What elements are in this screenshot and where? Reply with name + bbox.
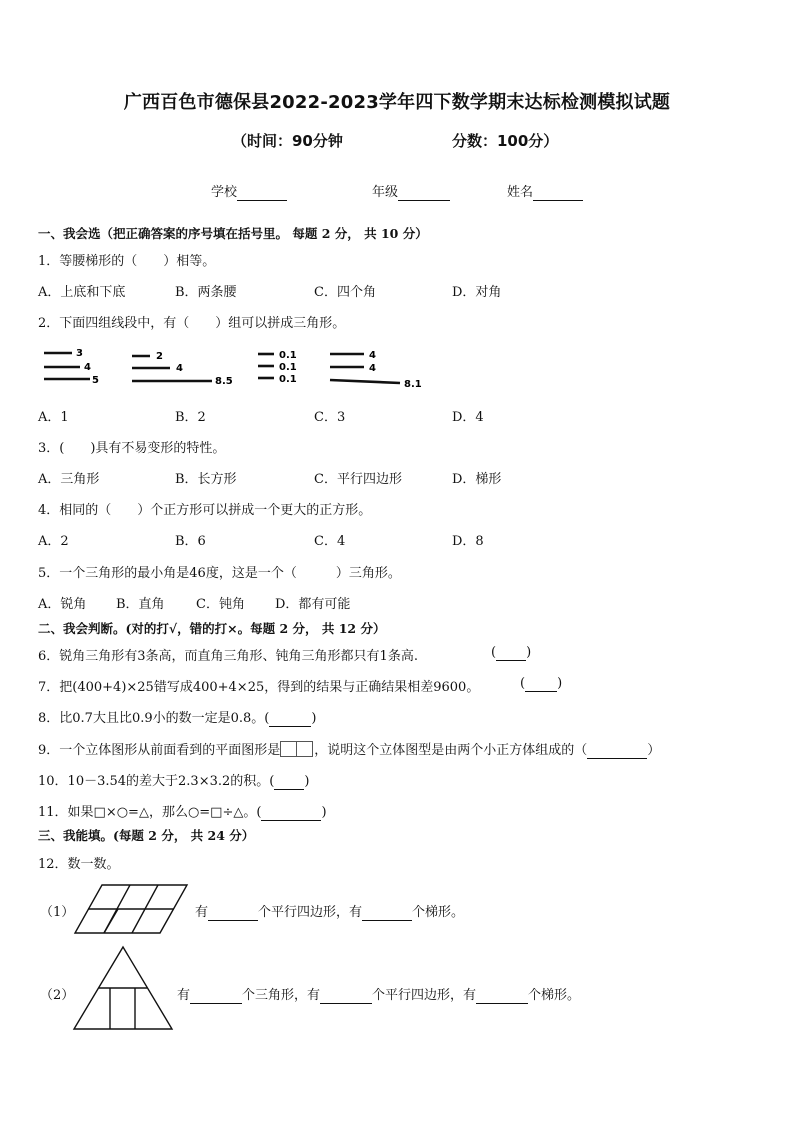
q1-option-a[interactable]: A．上底和下底 bbox=[38, 285, 126, 300]
q11-stem bbox=[38, 801, 327, 821]
q6-stem: 6．锐角三角形有3条高，而直角三角形、钝角三角形都只有1条高. bbox=[38, 649, 418, 664]
exam-title: 广西百色市德保县2022-2023学年四下数学期末达标检测模拟试题 bbox=[123, 92, 671, 113]
q7-blank[interactable] bbox=[525, 676, 557, 692]
school-label: 学校 bbox=[211, 185, 238, 200]
q12-figure2-triangle bbox=[73, 946, 173, 1032]
q8-blank[interactable] bbox=[269, 711, 311, 727]
q12-stem: 12．数一数。 bbox=[38, 857, 120, 872]
q7-answer-blank[interactable] bbox=[520, 676, 562, 692]
segment-label: 8.1 bbox=[404, 379, 422, 390]
q10-blank[interactable] bbox=[274, 774, 304, 790]
q3-option-b[interactable]: B．长方形 bbox=[175, 472, 237, 487]
text: 个梯形。 bbox=[528, 988, 581, 1003]
trapezoid-count-blank[interactable] bbox=[362, 905, 412, 921]
slant-line bbox=[104, 909, 118, 933]
close-paren: ) bbox=[304, 774, 310, 789]
q5-option-c[interactable]: C．钝角 bbox=[196, 597, 245, 612]
q5-stem: 5．一个三角形的最小角是46度，这是一个（ ）三角形。 bbox=[38, 566, 401, 581]
close-paren: ) bbox=[321, 805, 327, 820]
q1-option-d[interactable]: D．对角 bbox=[452, 285, 502, 300]
q9-stem bbox=[38, 739, 660, 759]
q12-part2-label: （2） bbox=[40, 988, 75, 1003]
name-label: 姓名 bbox=[507, 185, 534, 200]
q2-stem: 2．下面四组线段中，有（ ）组可以拼成三角形。 bbox=[38, 316, 346, 331]
q6-blank[interactable] bbox=[496, 645, 526, 661]
segment-label: 0.1 bbox=[279, 362, 297, 373]
parallelogram-count-blank[interactable] bbox=[208, 905, 258, 921]
q12-figure1-parallelogram bbox=[74, 884, 190, 936]
q5-option-b[interactable]: B．直角 bbox=[116, 597, 165, 612]
q9-blank[interactable] bbox=[587, 743, 647, 759]
segment-label: 0.1 bbox=[279, 350, 297, 361]
segment-group-4 bbox=[330, 354, 400, 383]
q9-text-a: 9．一个立体图形从前面看到的平面图形是 bbox=[38, 743, 281, 758]
segment-group-2 bbox=[132, 356, 212, 381]
q11-blank[interactable] bbox=[261, 805, 321, 821]
q11-text: 11．如果□×○=△，那么○=□÷△。( bbox=[38, 805, 262, 820]
q10-text: 10．10－3.54的差大于2.3×3.2的积。( bbox=[38, 774, 275, 789]
text: 个三角形，有 bbox=[242, 988, 321, 1003]
q4-option-d[interactable]: D．8 bbox=[452, 534, 484, 549]
trapezoid-count-blank[interactable] bbox=[476, 988, 528, 1004]
q10-stem bbox=[38, 770, 309, 790]
close-paren: ) bbox=[526, 645, 532, 660]
q3-option-c[interactable]: C．平行四边形 bbox=[314, 472, 402, 487]
q5-option-d[interactable]: D．都有可能 bbox=[275, 597, 351, 612]
q4-option-c[interactable]: C．4 bbox=[314, 534, 346, 549]
text: 个梯形。 bbox=[412, 905, 465, 920]
segment-label: 3 bbox=[76, 348, 83, 359]
segment-label: 4 bbox=[176, 363, 183, 374]
two-squares-icon bbox=[280, 741, 314, 756]
q1-option-b[interactable]: B．两条腰 bbox=[175, 285, 237, 300]
exam-score: 分数：100分） bbox=[452, 132, 559, 150]
segment-label: 4 bbox=[84, 362, 91, 373]
q1-stem: 1．等腰梯形的（ ）相等。 bbox=[38, 254, 216, 269]
q4-option-a[interactable]: A．2 bbox=[38, 534, 69, 549]
q4-stem: 4．相同的（ ）个正方形可以拼成一个更大的正方形。 bbox=[38, 503, 372, 518]
segment-8-1 bbox=[330, 380, 400, 383]
section2-heading: 二、我会判断。(对的打√，错的打×。每题 2 分， 共 12 分） bbox=[38, 621, 386, 636]
q8-stem bbox=[38, 707, 316, 727]
parallelogram-count-blank[interactable] bbox=[320, 988, 372, 1004]
text: 有 bbox=[195, 905, 209, 920]
segment-label: 2 bbox=[156, 351, 163, 362]
segment-label: 5 bbox=[92, 375, 99, 386]
triangle-count-blank[interactable] bbox=[190, 988, 242, 1004]
section3-heading: 三、我能填。(每题 2 分， 共 24 分） bbox=[38, 828, 255, 843]
q2-option-d[interactable]: D．4 bbox=[452, 410, 484, 425]
q2-option-b[interactable]: B．2 bbox=[175, 410, 206, 425]
section1-heading: 一、我会选（把正确答案的序号填在括号里。 每题 2 分， 共 10 分） bbox=[38, 226, 428, 241]
text: 个平行四边形，有 bbox=[258, 905, 363, 920]
exam-time: （时间：90分钟 bbox=[232, 132, 343, 150]
q5-option-a[interactable]: A．锐角 bbox=[38, 597, 87, 612]
segment-label: 4 bbox=[369, 350, 376, 361]
close-paren: ) bbox=[557, 676, 563, 691]
q7-stem: 7．把(400+4)×25错写成400+4×25，得到的结果与正确结果相差9600。 bbox=[38, 680, 480, 695]
grade-label: 年级 bbox=[372, 185, 399, 200]
close-paren: ） bbox=[647, 743, 661, 758]
q2-option-a[interactable]: A．1 bbox=[38, 410, 69, 425]
q1-option-c[interactable]: C．四个角 bbox=[314, 285, 376, 300]
text: 有 bbox=[177, 988, 191, 1003]
segment-label: 0.1 bbox=[279, 374, 297, 385]
close-paren: ) bbox=[311, 711, 317, 726]
segment-group-3 bbox=[258, 354, 274, 378]
q12-part1-answer bbox=[195, 901, 464, 921]
open-paren: ( bbox=[491, 645, 497, 660]
q4-option-b[interactable]: B．6 bbox=[175, 534, 206, 549]
q9-text-b: ，说明这个立体图型是由两个小正方体组成的（ bbox=[314, 743, 588, 758]
segment-label: 4 bbox=[369, 363, 376, 374]
q3-option-a[interactable]: A．三角形 bbox=[38, 472, 100, 487]
q12-part2-answer bbox=[177, 984, 580, 1004]
q3-option-d[interactable]: D．梯形 bbox=[452, 472, 502, 487]
q12-part1-label: （1） bbox=[40, 905, 75, 920]
q3-stem: 3．( )具有不易变形的特性。 bbox=[38, 441, 226, 456]
open-paren: ( bbox=[520, 676, 526, 691]
segment-label: 8.5 bbox=[215, 376, 233, 387]
text: 个平行四边形，有 bbox=[372, 988, 477, 1003]
q8-text: 8．比0.7大且比0.9小的数一定是0.8。( bbox=[38, 711, 270, 726]
q2-option-c[interactable]: C．3 bbox=[314, 410, 346, 425]
q6-answer-blank[interactable] bbox=[491, 645, 531, 661]
